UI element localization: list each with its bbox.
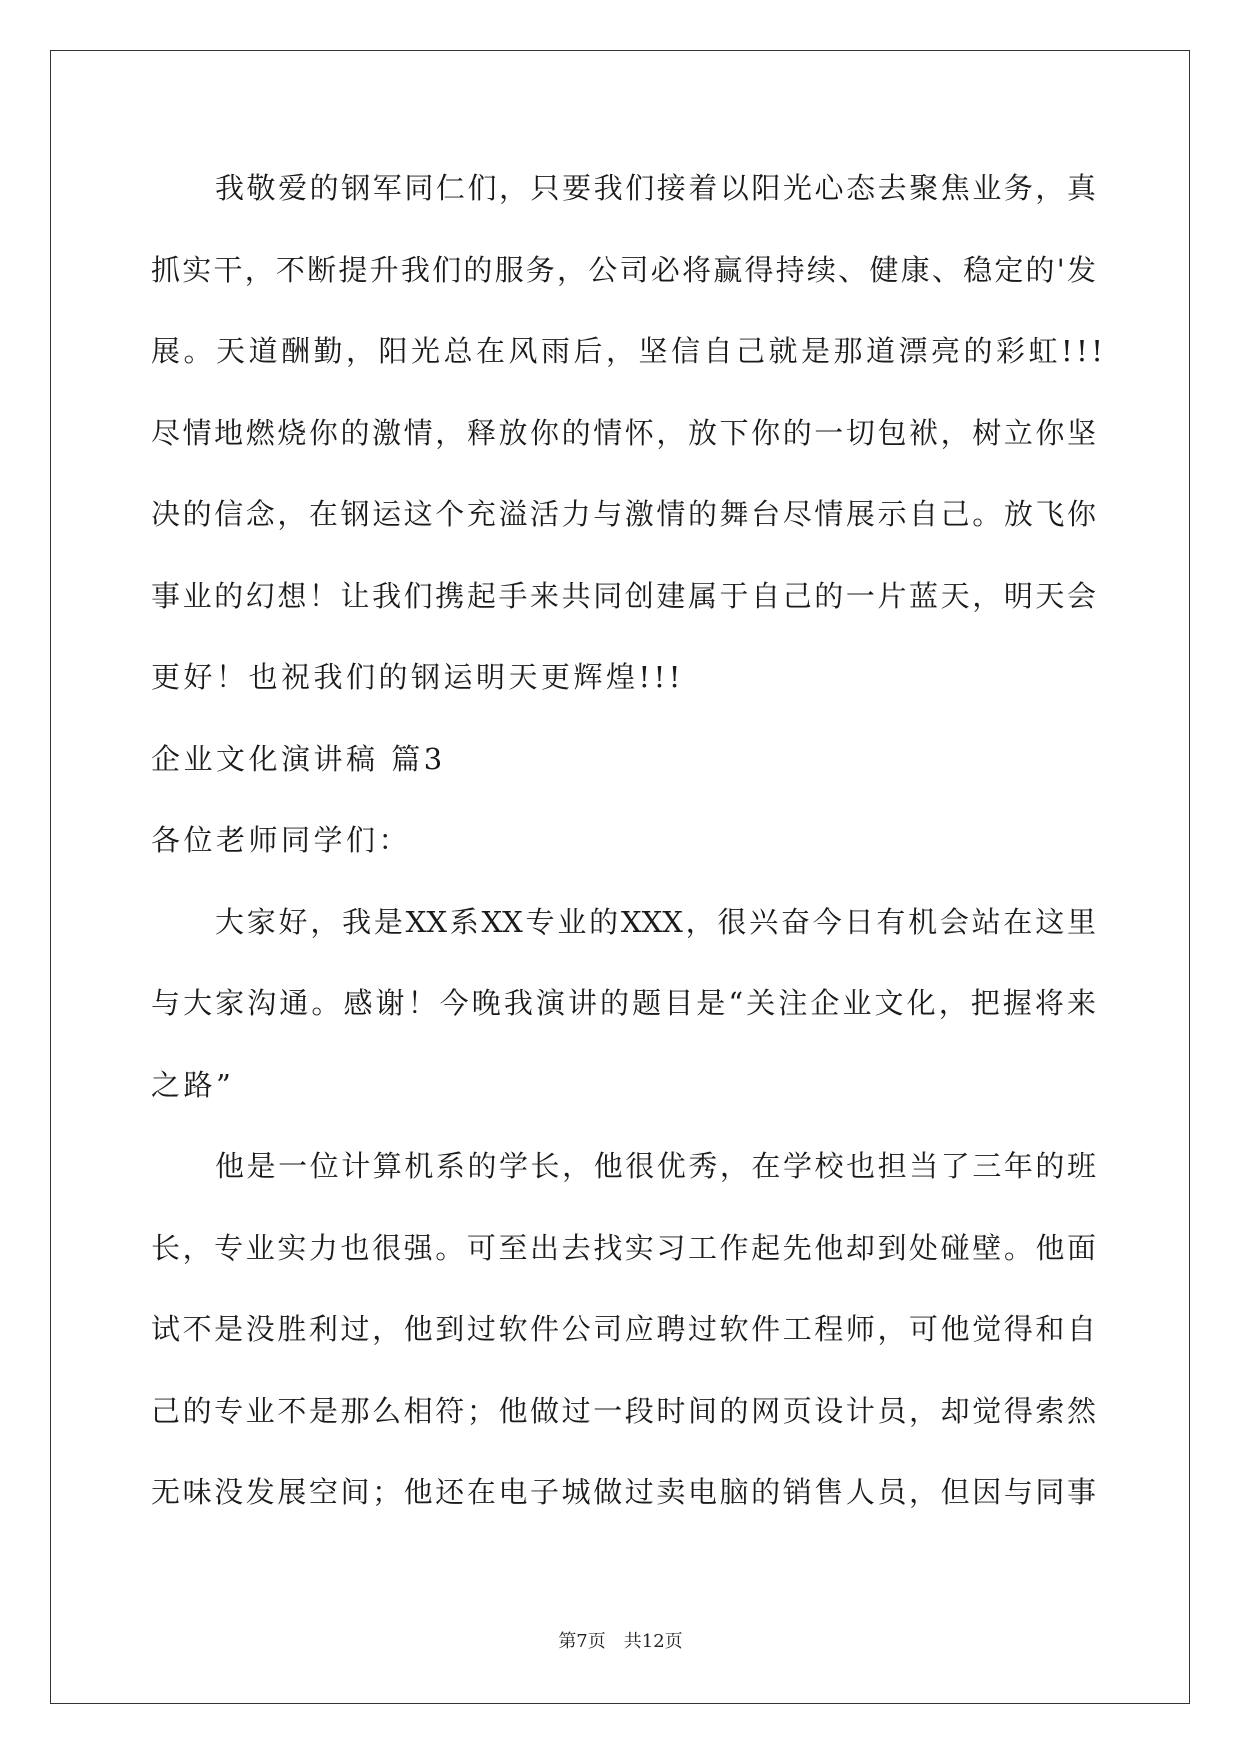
text-line: 己的专业不是那么相符；他做过一段时间的网页设计员，却觉得索然 (151, 1393, 1096, 1428)
text-line: 他是一位计算机系的学长，他很优秀，在学校也担当了三年的班 (215, 1149, 1096, 1183)
text-line: 无味没发展空间；他还在电子城做过卖电脑的销售人员，但因与同事 (151, 1475, 1096, 1509)
text-line: 与大家沟通。感谢！今晚我演讲的题目是“关注企业文化，把握将来 (151, 986, 1096, 1020)
text-line: 抓实干，不断提升我们的服务，公司必将赢得持续、健康、稳定的'发 (151, 252, 1096, 287)
text-line: 试不是没胜利过，他到过软件公司应聘过软件工程师，可他觉得和自 (151, 1312, 1096, 1346)
text-line: 之路” (151, 1067, 235, 1102)
section-heading: 企业文化演讲稿 篇3 (151, 741, 446, 776)
text-line: 我敬爱的钢军同仁们，只要我们接着以阳光心态去聚焦业务，真 (215, 171, 1096, 205)
salutation: 各位老师同学们： (151, 823, 412, 857)
page-number-footer: 第7页 共12页 (558, 1631, 683, 1652)
document-body (151, 148, 1107, 1534)
text-line: 决的信念，在钢运这个充溢活力与激情的舞台尽情展示自己。放飞你 (151, 497, 1096, 531)
text-line: 长，专业实力也很强。可至出去找实习工作起先他却到处碰壁。他面 (151, 1230, 1096, 1265)
text-line: 事业的幻想！让我们携起手来共同创建属于自己的一片蓝天，明天会 (151, 578, 1096, 613)
text-line: 大家好，我是XX系XX专业的XXX，很兴奋今日有机会站在这里 (215, 904, 1096, 939)
text-line: 展。天道酬勤，阳光总在风雨后，坚信自己就是那道漂亮的彩虹!!! (151, 334, 1107, 368)
text-line: 更好！也祝我们的钢运明天更辉煌!!! (151, 660, 684, 694)
text-line: 尽情地燃烧你的激情，释放你的情怀，放下你的一切包袱，树立你坚 (151, 415, 1096, 450)
